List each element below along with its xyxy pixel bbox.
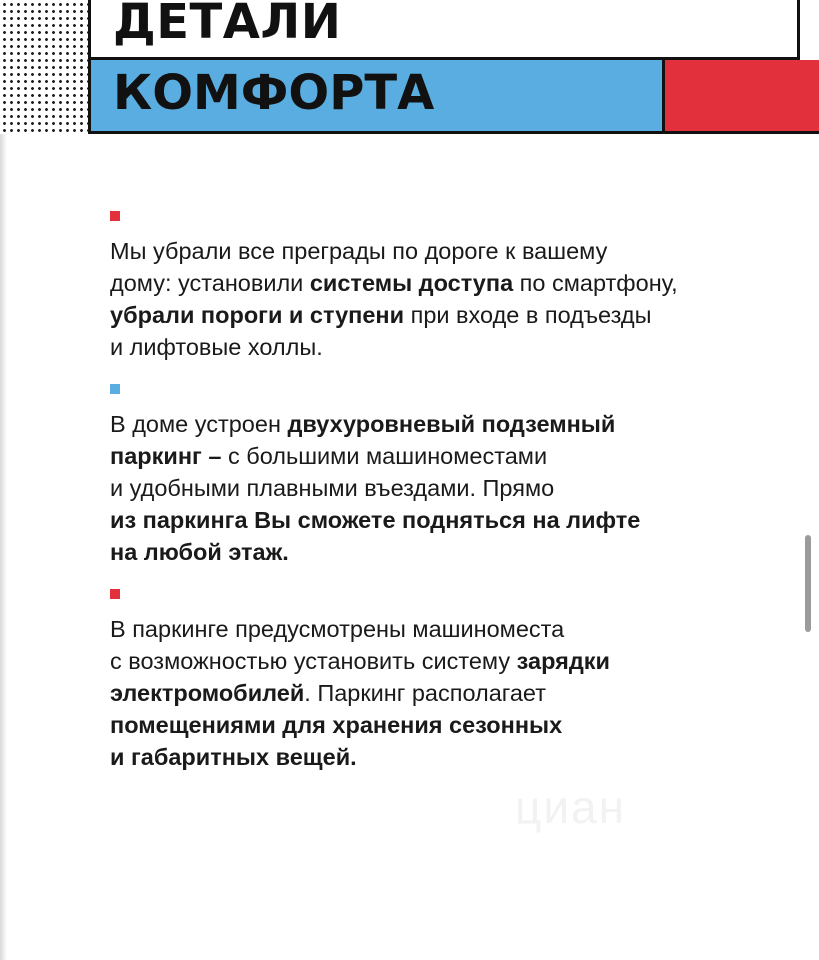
emphasized-text: на любой этаж. — [110, 539, 289, 565]
blue-square-marker-icon — [110, 384, 120, 394]
feature-section-parking — [110, 384, 790, 568]
emphasized-text: убрали пороги и ступени — [110, 302, 405, 328]
vertical-scrollbar[interactable] — [805, 535, 811, 632]
page-title-line2: КОМФОРТА — [113, 65, 435, 121]
feature-section-charging — [110, 589, 790, 773]
left-edge-shadow — [0, 134, 7, 960]
emphasized-text: из паркинга Вы сможете подняться на лифте — [110, 507, 641, 533]
text-run: и удобными плавными въездами. Прямо — [110, 475, 555, 501]
text-run: В паркинге предусмотрены машиноместа — [110, 616, 565, 642]
text-run: с возможностью установить систему — [110, 648, 517, 674]
emphasized-text: паркинг – — [110, 443, 222, 469]
dotted-pattern-decoration — [0, 0, 88, 134]
emphasized-text: электромобилей — [110, 680, 305, 706]
emphasized-text: помещениями для хранения сезонных — [110, 712, 563, 738]
red-square-marker-icon — [110, 589, 120, 599]
feature-section-access — [110, 211, 790, 363]
text-run: Мы убрали все преграды по дороге к вашему — [110, 238, 608, 264]
emphasized-text: и габаритных вещей. — [110, 744, 357, 770]
text-run: и лифтовые холлы. — [110, 334, 323, 360]
title-box-red-accent — [665, 60, 819, 134]
emphasized-text: двухуровневый подземный — [287, 411, 616, 437]
text-run: В доме устроен — [110, 411, 288, 437]
page-title-line1: ДЕТАЛИ — [113, 0, 342, 50]
watermark-logo: циан — [515, 781, 627, 833]
emphasized-text: системы доступа — [309, 270, 514, 296]
text-run: при входе в подъезды — [404, 302, 652, 328]
title-box-top — [88, 0, 800, 60]
feature-text — [110, 613, 790, 773]
text-run: с большими машиноместами — [221, 443, 548, 469]
text-run: дому: установили — [110, 270, 310, 296]
emphasized-text: зарядки — [516, 648, 610, 674]
feature-text — [110, 408, 790, 568]
text-run: . Паркинг располагает — [304, 680, 546, 706]
text-run: по смартфону, — [513, 270, 678, 296]
feature-text — [110, 235, 790, 363]
red-square-marker-icon — [110, 211, 120, 221]
title-box-blue — [88, 60, 665, 134]
